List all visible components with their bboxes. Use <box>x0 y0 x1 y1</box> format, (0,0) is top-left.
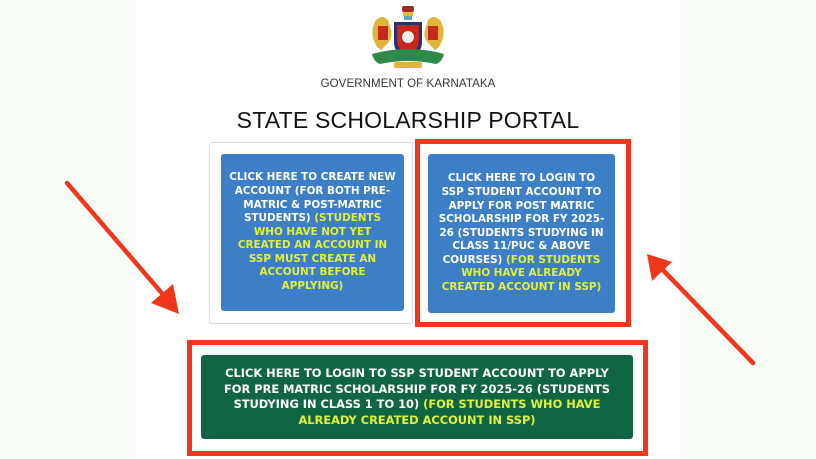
post-matric-label: CLICK HERE TO LOGIN TO SSP STUDENT ACCOUNT TO APPLY FOR POST MATRIC SCHOLARSHIP FOR FY 2025-26 (STUDENTS STUDYING IN CLASS 11/PUC & ABOVE COURSES) <box>438 172 605 266</box>
government-label: GOVERNMENT OF KARNATAKA <box>320 78 496 90</box>
page-title: STATE SCHOLARSHIP PORTAL <box>236 107 580 133</box>
pre-matric-label: CLICK HERE TO LOGIN TO SSP STUDENT ACCOUNT TO APPLY FOR PRE MATRIC SCHOLARSHIP FOR FY 2025-26 (STUDENTS STUDYING IN CLASS 1 TO 10) <box>224 366 610 411</box>
pre-matric-login-button[interactable] <box>201 355 633 439</box>
create-account-button[interactable] <box>221 154 404 311</box>
create-account-note: (STUDENTS WHO HAVE NOT YET CREATED AN ACCOUNT IN SSP MUST CREATE AN ACCOUNT BEFORE APPLYING) <box>237 212 388 293</box>
post-matric-note: (FOR STUDENTS WHO HAVE ALREADY CREATED ACCOUNT IN SSP) <box>441 253 602 294</box>
post-matric-login-button[interactable] <box>428 154 615 313</box>
pre-matric-note: (FOR STUDENTS WHO HAVE ALREADY CREATED ACCOUNT IN SSP) <box>298 397 601 427</box>
karnataka-emblem-icon <box>366 4 450 74</box>
create-account-label: CLICK HERE TO CREATE NEW ACCOUNT (FOR BOTH PRE-MATRIC & POST-MATRIC STUDENTS) <box>229 171 396 225</box>
